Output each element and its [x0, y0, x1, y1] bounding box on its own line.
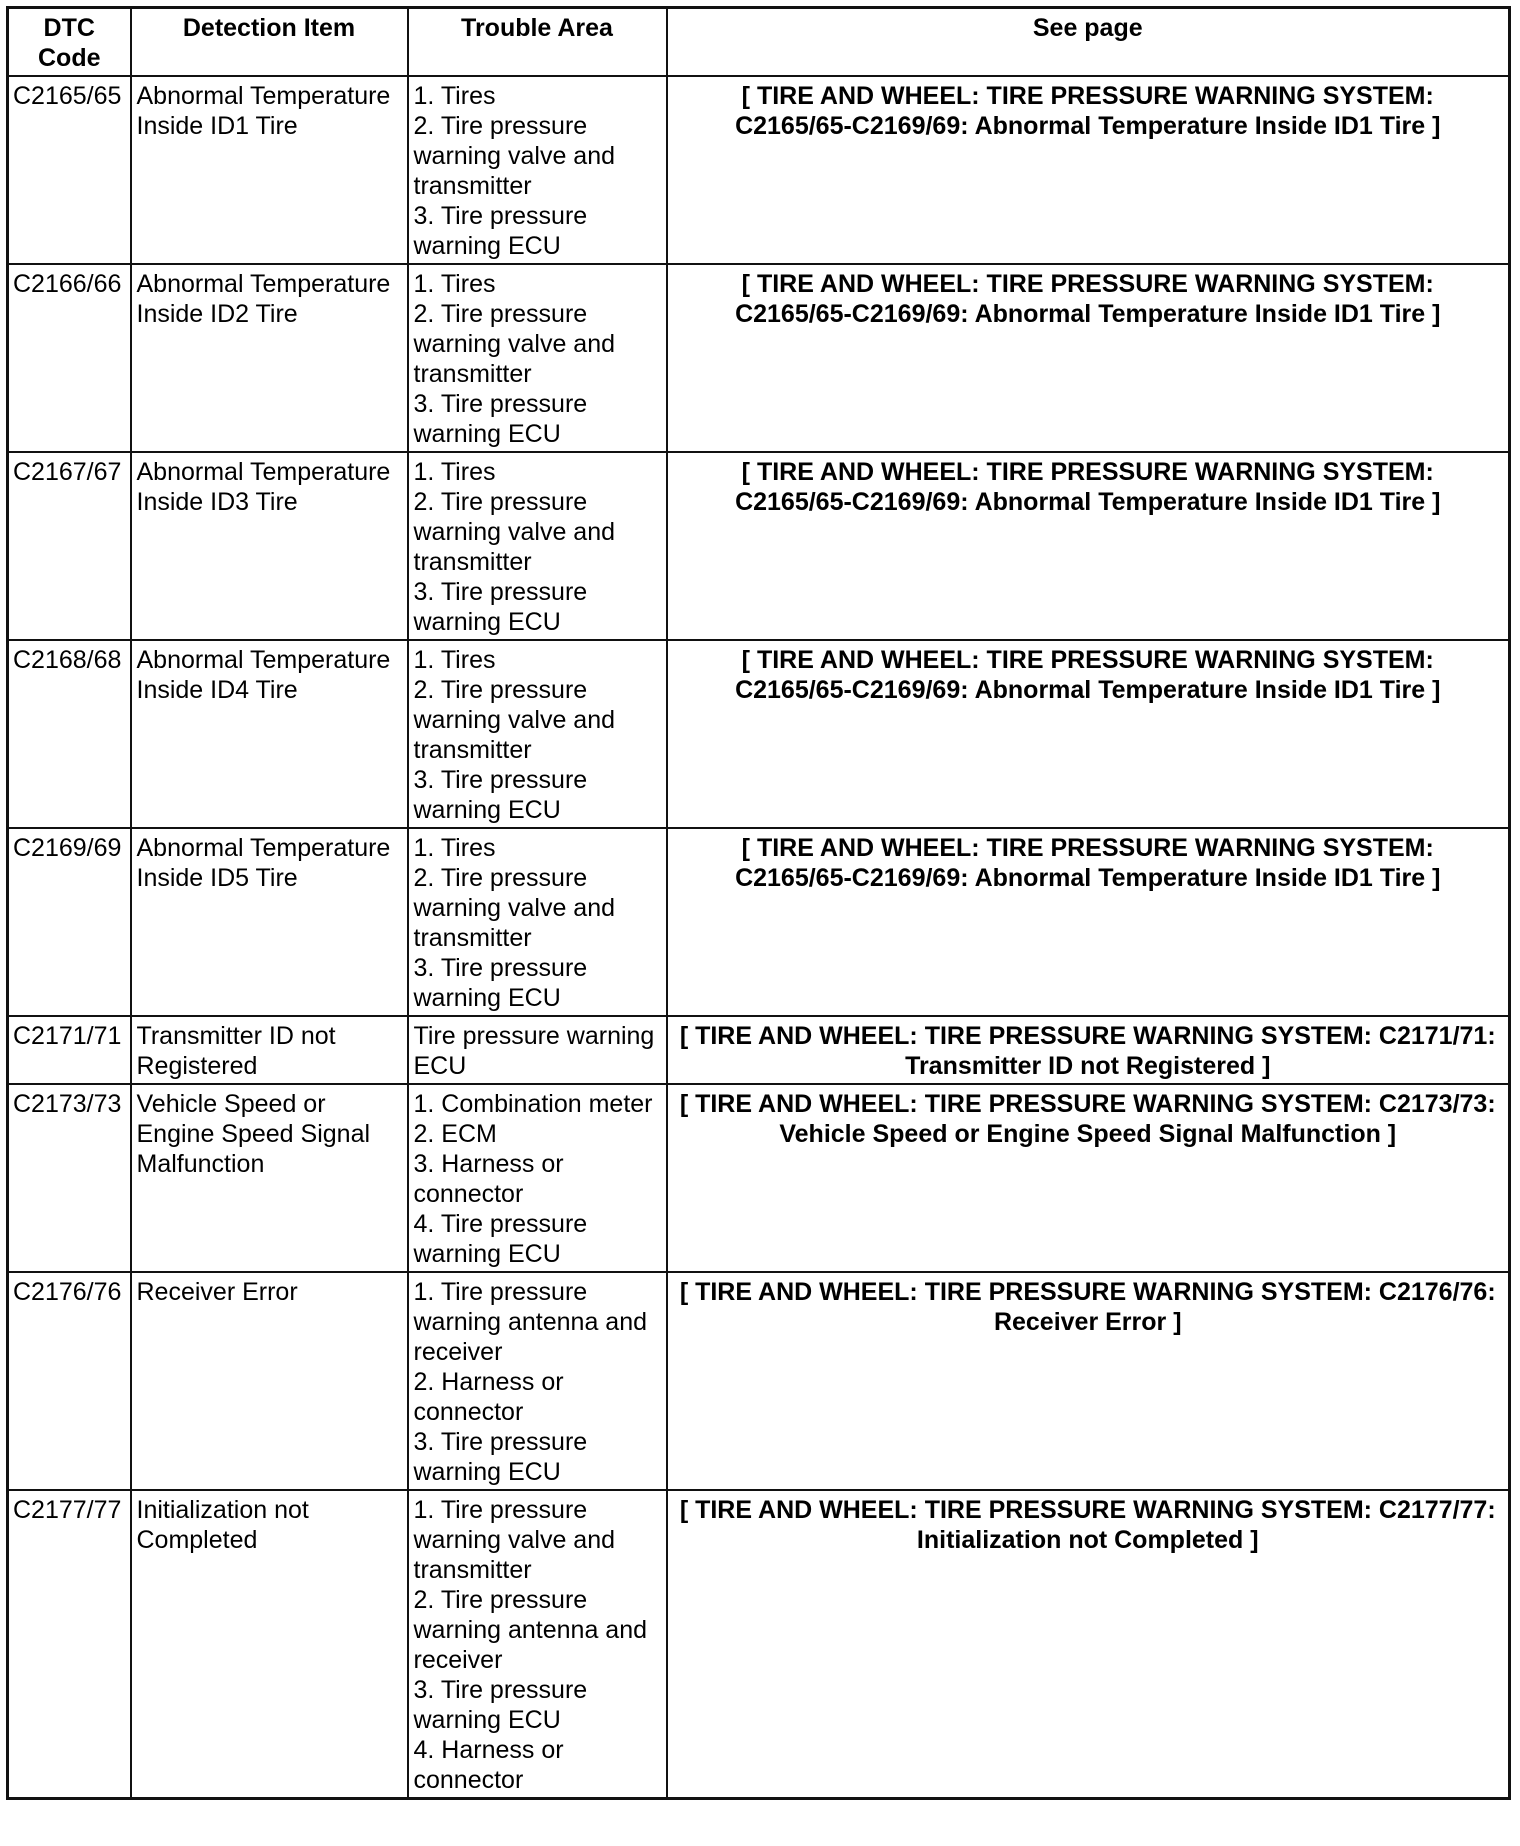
trouble-area-cell-line: transmitter: [413, 172, 532, 200]
trouble-area-cell: [408, 1016, 667, 1084]
trouble-area-cell-line: ECU: [413, 1052, 467, 1080]
table-row: [8, 264, 1510, 452]
header-dtc-code-line: Code: [38, 44, 101, 72]
trouble-area-cell-line: 2. Tire pressure: [413, 300, 588, 328]
detection-item-cell: [131, 640, 408, 828]
table-row: [8, 1272, 1510, 1490]
trouble-area-cell-line: 2. Tire pressure: [413, 1586, 588, 1614]
see-page-cell-line: Transmitter ID not Registered ]: [905, 1052, 1271, 1080]
detection-item-cell: [131, 1016, 408, 1084]
trouble-area-cell-line: transmitter: [413, 548, 532, 576]
header-detection-item: Detection Item: [131, 8, 408, 77]
detection-item-cell-line: Vehicle Speed or: [136, 1090, 326, 1118]
see-page-cell: [667, 640, 1510, 828]
trouble-area-cell-line: 1. Tires: [413, 458, 496, 486]
see-page-cell-line: C2165/65-C2169/69: Abnormal Temperature Inside ID1 Tire ]: [735, 300, 1441, 328]
see-page-cell-line: [ TIRE AND WHEEL: TIRE PRESSURE WARNING SYSTEM:: [741, 458, 1434, 486]
trouble-area-cell: [408, 76, 667, 264]
detection-item-cell-line: Inside ID5 Tire: [136, 864, 298, 892]
trouble-area-cell-line: 1. Tires: [413, 82, 496, 110]
trouble-area-cell-line: 2. Tire pressure: [413, 488, 588, 516]
trouble-area-cell-line: warning ECU: [413, 420, 561, 448]
table-row: [8, 76, 1510, 264]
detection-item-cell-line: Abnormal Temperature: [136, 646, 391, 674]
trouble-area-cell-line: warning antenna and: [413, 1616, 648, 1644]
trouble-area-cell: [408, 640, 667, 828]
trouble-area-cell-line: connector: [413, 1398, 524, 1426]
trouble-area-cell: [408, 264, 667, 452]
header-see-page: See page: [667, 8, 1510, 77]
trouble-area-cell-line: warning valve and: [413, 330, 616, 358]
trouble-area-cell-line: 3. Tire pressure: [413, 1676, 588, 1704]
trouble-area-cell-line: 2. ECM: [413, 1120, 497, 1148]
table-row: [8, 640, 1510, 828]
see-page-cell-line: Receiver Error ]: [993, 1308, 1182, 1336]
see-page-cell-line: [ TIRE AND WHEEL: TIRE PRESSURE WARNING SYSTEM: C2173/73:: [679, 1090, 1496, 1118]
trouble-area-cell-line: warning ECU: [413, 1706, 561, 1734]
detection-item-cell: [131, 76, 408, 264]
detection-item-cell-line: Receiver Error: [136, 1278, 298, 1306]
trouble-area-cell: [408, 452, 667, 640]
trouble-area-cell-line: 1. Tires: [413, 270, 496, 298]
see-page-cell-line: [ TIRE AND WHEEL: TIRE PRESSURE WARNING SYSTEM:: [741, 834, 1434, 862]
see-page-cell: [667, 264, 1510, 452]
detection-item-cell-line: Engine Speed Signal: [136, 1120, 371, 1148]
trouble-area-cell-line: warning ECU: [413, 232, 561, 260]
detection-item-cell-line: Abnormal Temperature: [136, 834, 391, 862]
detection-item-cell: [131, 828, 408, 1016]
dtc-document: [6, 6, 1511, 1800]
trouble-area-cell-line: warning valve and: [413, 142, 616, 170]
table-body: [8, 76, 1510, 1799]
trouble-area-cell-line: connector: [413, 1180, 524, 1208]
detection-item-cell-line: Malfunction: [136, 1150, 265, 1178]
table-row: [8, 1084, 1510, 1272]
trouble-area-cell-line: warning valve and: [413, 894, 616, 922]
dtc-code-cell: C2167/67: [8, 452, 131, 640]
dtc-code-cell: C2165/65: [8, 76, 131, 264]
detection-item-cell: [131, 1490, 408, 1799]
trouble-area-cell: [408, 1490, 667, 1799]
trouble-area-cell-line: warning valve and: [413, 706, 616, 734]
detection-item-cell-line: Inside ID4 Tire: [136, 676, 298, 704]
trouble-area-cell-line: receiver: [413, 1646, 503, 1674]
detection-item-cell-line: Completed: [136, 1526, 258, 1554]
trouble-area-cell-line: 3. Harness or: [413, 1150, 564, 1178]
see-page-cell-line: C2165/65-C2169/69: Abnormal Temperature Inside ID1 Tire ]: [735, 488, 1441, 516]
trouble-area-cell-line: 4. Harness or: [413, 1736, 564, 1764]
dtc-table: [6, 6, 1511, 1800]
trouble-area-cell: [408, 1084, 667, 1272]
trouble-area-cell: [408, 828, 667, 1016]
detection-item-cell-line: Abnormal Temperature: [136, 82, 391, 110]
trouble-area-cell-line: 1. Tire pressure: [413, 1278, 588, 1306]
trouble-area-cell-line: 2. Harness or: [413, 1368, 564, 1396]
trouble-area-cell-line: 1. Tires: [413, 646, 496, 674]
trouble-area-cell-line: warning antenna and: [413, 1308, 648, 1336]
see-page-cell-line: C2165/65-C2169/69: Abnormal Temperature Inside ID1 Tire ]: [735, 676, 1441, 704]
detection-item-cell-line: Initialization not: [136, 1496, 309, 1524]
table-row: [8, 828, 1510, 1016]
detection-item-cell-line: Abnormal Temperature: [136, 270, 391, 298]
see-page-cell-line: [ TIRE AND WHEEL: TIRE PRESSURE WARNING SYSTEM:: [741, 646, 1434, 674]
trouble-area-cell-line: warning valve and: [413, 1526, 616, 1554]
trouble-area-cell-line: transmitter: [413, 360, 532, 388]
trouble-area-cell-line: 3. Tire pressure: [413, 390, 588, 418]
dtc-code-cell: C2169/69: [8, 828, 131, 1016]
see-page-cell-line: [ TIRE AND WHEEL: TIRE PRESSURE WARNING SYSTEM:: [741, 82, 1434, 110]
see-page-cell-line: [ TIRE AND WHEEL: TIRE PRESSURE WARNING SYSTEM: C2176/76:: [679, 1278, 1496, 1306]
dtc-code-cell: C2168/68: [8, 640, 131, 828]
trouble-area-cell-line: receiver: [413, 1338, 503, 1366]
trouble-area-cell-line: warning valve and: [413, 518, 616, 546]
trouble-area-cell-line: warning ECU: [413, 796, 561, 824]
see-page-cell: [667, 1016, 1510, 1084]
see-page-cell: [667, 1084, 1510, 1272]
trouble-area-cell-line: 3. Tire pressure: [413, 954, 588, 982]
detection-item-cell-line: Registered: [136, 1052, 258, 1080]
header-dtc-code-line: DTC: [43, 14, 95, 42]
trouble-area-cell-line: connector: [413, 1766, 524, 1794]
see-page-cell: [667, 828, 1510, 1016]
detection-item-cell-line: Abnormal Temperature: [136, 458, 391, 486]
trouble-area-cell-line: 3. Tire pressure: [413, 578, 588, 606]
see-page-cell: [667, 76, 1510, 264]
trouble-area-cell-line: 3. Tire pressure: [413, 766, 588, 794]
trouble-area-cell-line: warning ECU: [413, 1240, 561, 1268]
see-page-cell-line: [ TIRE AND WHEEL: TIRE PRESSURE WARNING SYSTEM:: [741, 270, 1434, 298]
see-page-cell-line: [ TIRE AND WHEEL: TIRE PRESSURE WARNING SYSTEM: C2177/77:: [679, 1496, 1496, 1524]
detection-item-cell: [131, 264, 408, 452]
detection-item-cell-line: Inside ID3 Tire: [136, 488, 298, 516]
dtc-code-cell: C2171/71: [8, 1016, 131, 1084]
detection-item-cell-line: Inside ID1 Tire: [136, 112, 298, 140]
detection-item-cell: [131, 452, 408, 640]
see-page-cell-line: C2165/65-C2169/69: Abnormal Temperature Inside ID1 Tire ]: [735, 112, 1441, 140]
table-row: [8, 1490, 1510, 1799]
trouble-area-cell-line: transmitter: [413, 924, 532, 952]
table-row: [8, 452, 1510, 640]
trouble-area-cell-line: 2. Tire pressure: [413, 676, 588, 704]
trouble-area-cell-line: 3. Tire pressure: [413, 202, 588, 230]
dtc-code-cell: C2176/76: [8, 1272, 131, 1490]
dtc-code-cell: C2173/73: [8, 1084, 131, 1272]
detection-item-cell-line: Transmitter ID not: [136, 1022, 336, 1050]
trouble-area-cell-line: 2. Tire pressure: [413, 112, 588, 140]
trouble-area-cell-line: 2. Tire pressure: [413, 864, 588, 892]
trouble-area-cell-line: transmitter: [413, 1556, 532, 1584]
see-page-cell: [667, 452, 1510, 640]
trouble-area-cell-line: 3. Tire pressure: [413, 1428, 588, 1456]
see-page-cell-line: C2165/65-C2169/69: Abnormal Temperature Inside ID1 Tire ]: [735, 864, 1441, 892]
header-dtc-code: [8, 8, 131, 77]
detection-item-cell: [131, 1272, 408, 1490]
trouble-area-cell-line: warning ECU: [413, 1458, 561, 1486]
trouble-area-cell-line: 4. Tire pressure: [413, 1210, 588, 1238]
trouble-area-cell-line: 1. Tires: [413, 834, 496, 862]
see-page-cell-line: Initialization not Completed ]: [916, 1526, 1259, 1554]
trouble-area-cell-line: warning ECU: [413, 984, 561, 1012]
dtc-code-cell: C2177/77: [8, 1490, 131, 1799]
trouble-area-cell-line: 1. Combination meter: [413, 1090, 653, 1118]
dtc-code-cell: C2166/66: [8, 264, 131, 452]
see-page-cell-line: Vehicle Speed or Engine Speed Signal Malfunction ]: [779, 1120, 1397, 1148]
trouble-area-cell-line: Tire pressure warning: [413, 1022, 655, 1050]
see-page-cell-line: [ TIRE AND WHEEL: TIRE PRESSURE WARNING SYSTEM: C2171/71:: [679, 1022, 1496, 1050]
trouble-area-cell-line: transmitter: [413, 736, 532, 764]
see-page-cell: [667, 1272, 1510, 1490]
trouble-area-cell-line: 1. Tire pressure: [413, 1496, 588, 1524]
detection-item-cell-line: Inside ID2 Tire: [136, 300, 298, 328]
see-page-cell: [667, 1490, 1510, 1799]
trouble-area-cell-line: warning ECU: [413, 608, 561, 636]
header-row: [8, 8, 1510, 77]
trouble-area-cell: [408, 1272, 667, 1490]
header-trouble-area: Trouble Area: [408, 8, 667, 77]
table-row: [8, 1016, 1510, 1084]
detection-item-cell: [131, 1084, 408, 1272]
